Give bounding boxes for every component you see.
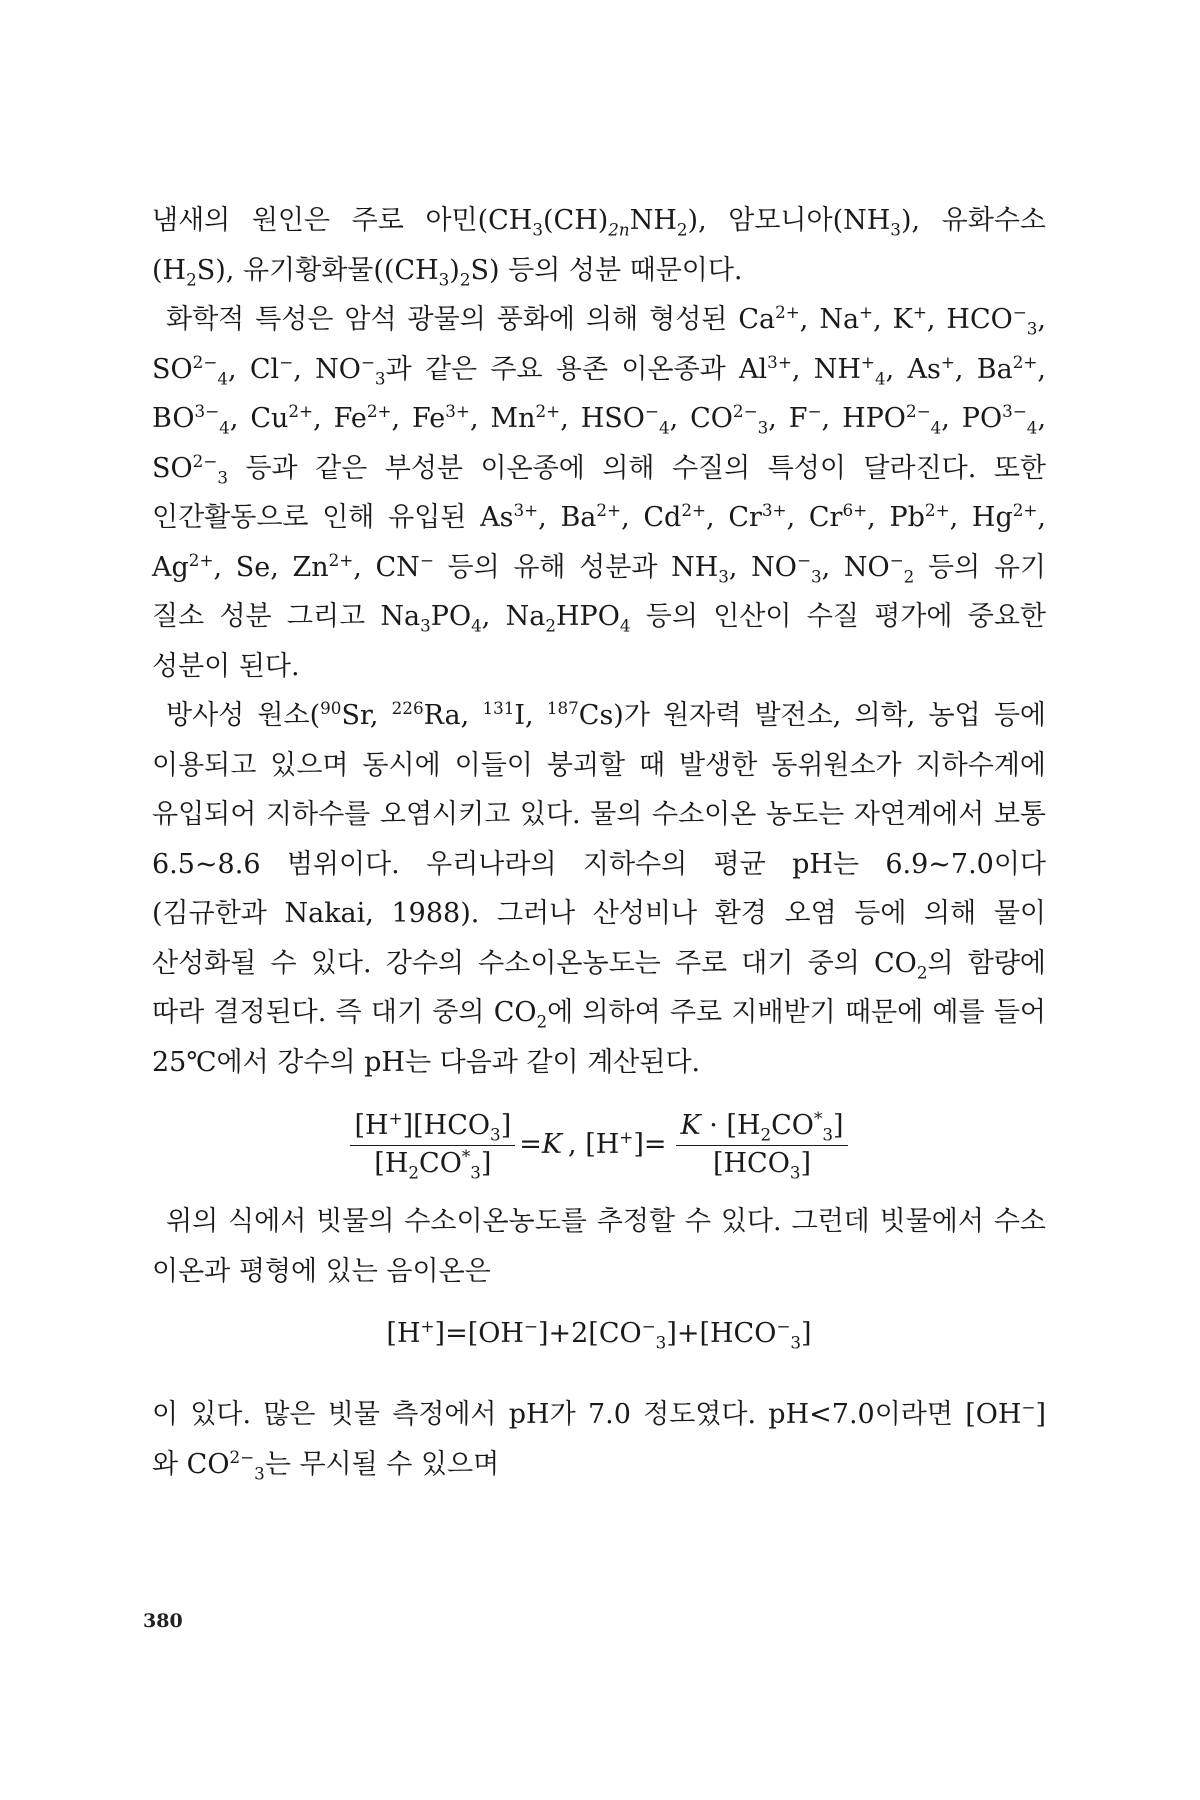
- superscript: 3−: [194, 401, 220, 421]
- paragraph-radioactive: [152, 691, 1046, 1087]
- subscript: 2n: [608, 219, 630, 240]
- text-run: 등과 같은 부성분 이온종에 의해 수질의 특성이 달라진다. 또한 인간활동으로 인해 유입된 As: [152, 452, 1046, 533]
- superscript: 2+: [366, 401, 392, 421]
- subscript: 3: [374, 367, 386, 388]
- superscript: 2−: [192, 351, 218, 372]
- text-run: ]+2[CO: [537, 1318, 642, 1349]
- text-run: Sr,: [341, 700, 392, 731]
- text-run: [H: [374, 1147, 409, 1179]
- text-run: [H: [354, 1110, 389, 1142]
- text-run: 이 있다. 많은 빗물 측정에서 pH가 7.0 정도였다. pH<7.0이라면 [OH: [152, 1399, 1022, 1431]
- text-run: I,: [514, 700, 547, 731]
- subscript: 3: [490, 1124, 501, 1145]
- subscript: 3: [655, 1332, 667, 1353]
- text-run: 방사성 원소(: [166, 700, 321, 731]
- subscript: 2: [536, 1011, 548, 1032]
- subscript: 4: [219, 417, 230, 438]
- text-run: [H: [386, 1318, 421, 1349]
- text-run: , As: [885, 353, 941, 385]
- superscript: 2+: [775, 302, 800, 322]
- text-run: , NO: [821, 551, 890, 583]
- paragraph-rainwater: 위의 식에서 빗물의 수소이온농도를 추정할 수 있다. 그런데 빗물에서 수소 이온과 평형에 있는 음이온은: [152, 1206, 1046, 1287]
- text-run: , SO: [152, 304, 1047, 385]
- superscript: +: [859, 302, 874, 322]
- text-run: , PO: [941, 403, 1003, 434]
- text-run: , Mn: [469, 403, 536, 434]
- superscript: +: [619, 1126, 634, 1147]
- superscript: 2+: [328, 549, 354, 570]
- text-run: ): [449, 254, 460, 286]
- text-run: 등의 유기 질소 성분 그리고 Na: [152, 551, 1046, 632]
- superscript: −: [807, 401, 822, 421]
- superscript: 2+: [924, 500, 950, 520]
- superscript: −: [279, 351, 294, 372]
- equals-sign: =: [519, 1128, 542, 1160]
- superscript: 3+: [761, 500, 787, 520]
- text-run: , Cr: [706, 502, 762, 533]
- subscript: 3: [217, 466, 228, 487]
- text-run: , Na: [481, 601, 546, 632]
- subscript: 4: [1026, 417, 1038, 438]
- subscript: 2: [408, 1161, 420, 1182]
- text-run: Ra,: [423, 700, 483, 731]
- superscript: −: [419, 549, 434, 570]
- text-run: ), 유화수소 (H: [152, 205, 1046, 286]
- subscript: 2: [760, 1124, 772, 1145]
- text-run: , HCO: [926, 304, 1013, 335]
- fraction-denominator: [709, 1146, 815, 1180]
- text-run: CO: [771, 1110, 814, 1142]
- text-run: HPO: [556, 601, 620, 632]
- fraction-numerator: [350, 1110, 515, 1145]
- superscript: *: [461, 1145, 471, 1166]
- text-run: , BO: [152, 353, 1047, 434]
- superscript: +: [388, 1108, 403, 1129]
- text-run: S) 등의 성분 때문이다.: [470, 254, 743, 286]
- superscript: −: [1021, 1397, 1036, 1418]
- text-run: , Fe: [313, 403, 367, 434]
- superscript: 3+: [767, 351, 792, 372]
- superscript: 2+: [596, 500, 622, 520]
- text-run: ]: [800, 1147, 812, 1179]
- subscript: 4: [619, 615, 631, 636]
- subscript: 3: [1026, 318, 1038, 339]
- text-run: , Pb: [867, 502, 925, 533]
- subscript: 2: [676, 219, 688, 240]
- paragraph-odor: [152, 196, 1046, 295]
- text-run: 등의 유해 성분과 NH: [433, 551, 719, 583]
- fraction-right: [676, 1110, 847, 1180]
- text-run: ]: [801, 1318, 812, 1349]
- superscript: 2+: [288, 401, 314, 421]
- text-run: , CN: [353, 551, 420, 583]
- text-run: CO: [419, 1147, 462, 1179]
- subscript: 4: [658, 417, 670, 438]
- text-run: 의 함량에 따라 결정된다. 즉 대기 중의 CO: [152, 947, 1046, 1028]
- subscript: 3: [254, 1463, 265, 1484]
- subscript: 4: [930, 417, 942, 438]
- page-number: 380: [143, 1610, 183, 1632]
- fraction-numerator: [676, 1110, 847, 1145]
- subscript: 3: [789, 1161, 801, 1182]
- superscript: −: [889, 549, 904, 570]
- subscript: 3: [757, 417, 769, 438]
- text-run: , HSO: [560, 403, 645, 434]
- text-run: NH: [629, 205, 677, 236]
- text-run: , Na: [799, 304, 860, 335]
- superscript: −: [360, 351, 375, 372]
- constant-k: K: [541, 1128, 563, 1160]
- superscript: 2+: [1012, 500, 1038, 520]
- text-run: ][HCO: [402, 1110, 491, 1142]
- superscript: 2−: [192, 450, 218, 471]
- superscript: −: [641, 1316, 656, 1336]
- text-run: ]: [480, 1147, 492, 1179]
- superscript: 2+: [1012, 351, 1038, 372]
- text-run: , HPO: [821, 403, 906, 434]
- superscript: 2−: [229, 1446, 255, 1467]
- text-run: , Cd: [621, 502, 682, 533]
- constant-k: K: [680, 1110, 701, 1142]
- superscript: −: [523, 1316, 538, 1336]
- superscript: 2−: [732, 401, 758, 421]
- text-run: , NH: [791, 353, 861, 385]
- text-run: 화학적 특성은 암석 광물의 풍화에 의해 형성된 Ca: [166, 304, 776, 335]
- text-run: 냄새의 원인은 주로 아민(CH: [152, 205, 533, 236]
- subscript: 2: [545, 615, 557, 636]
- superscript: +: [860, 351, 875, 372]
- superscript: 2+: [188, 549, 214, 570]
- subscript: 4: [471, 615, 482, 636]
- text-run: , NO: [728, 551, 797, 583]
- equilibrium-equation: [152, 1105, 1046, 1185]
- text-run: , Hg: [949, 502, 1013, 533]
- subscript: 3: [718, 565, 729, 586]
- superscript: 3+: [445, 401, 470, 421]
- text-run: , Ba: [954, 353, 1013, 385]
- text-run: , Ba: [538, 502, 597, 533]
- superscript: 3−: [1002, 401, 1027, 421]
- charge-balance-equation: [152, 1316, 1046, 1353]
- subscript: 3: [810, 565, 822, 586]
- subscript: 4: [874, 367, 886, 388]
- text-run: , CO: [669, 403, 733, 434]
- subscript: 2: [903, 565, 915, 586]
- superscript: 2−: [905, 401, 931, 421]
- text-run: , F: [768, 403, 808, 434]
- superscript: 187: [546, 698, 579, 718]
- text-run: , Fe: [391, 403, 446, 434]
- superscript: 3+: [513, 500, 539, 520]
- text-run: , Cr: [786, 502, 843, 533]
- subscript: 4: [217, 367, 228, 388]
- text-run: ] 와 CO: [152, 1399, 1046, 1480]
- subscript: 3: [532, 219, 543, 240]
- text-run: [HCO: [712, 1147, 790, 1179]
- text-run: S), 유기황화물((CH: [196, 254, 439, 286]
- superscript: +: [420, 1316, 435, 1336]
- text-run: , [H: [568, 1128, 620, 1160]
- paragraph-ph: [152, 1390, 1046, 1489]
- subscript: 2: [916, 961, 928, 982]
- text-run: , SO: [152, 403, 1047, 484]
- subscript: 2: [186, 268, 197, 289]
- subscript: 3: [822, 1124, 833, 1145]
- subscript: 2: [459, 268, 471, 289]
- text-run: PO: [430, 601, 472, 632]
- subscript: 3: [420, 615, 431, 636]
- superscript: −: [1012, 302, 1027, 322]
- text-run: 에 의하여 주로 지배받기 때문에 예를 들어 25℃에서 강수의 pH는 다음과 같이 계산된다.: [152, 997, 1046, 1078]
- fraction-denominator: [370, 1146, 495, 1180]
- text-run: ), 암모니아(NH: [687, 205, 891, 236]
- text-run: 는 무시될 수 있으며: [264, 1448, 500, 1480]
- text-run: , Se, Zn: [213, 551, 329, 583]
- body-text: [152, 196, 1046, 1489]
- superscript: −: [644, 401, 659, 421]
- paragraph-chemical: [152, 295, 1046, 691]
- subscript: 3: [470, 1161, 481, 1182]
- superscript: 2+: [681, 500, 707, 520]
- superscript: *: [813, 1108, 823, 1129]
- superscript: 6+: [842, 500, 868, 520]
- text-run: ]=[OH: [434, 1318, 524, 1349]
- text-run: ]=: [633, 1128, 667, 1160]
- superscript: 2+: [535, 401, 561, 421]
- text-run: , K: [873, 304, 913, 335]
- superscript: 226: [391, 698, 424, 718]
- equation-middle: [568, 1126, 667, 1161]
- text-run: , NO: [293, 353, 361, 385]
- subscript: 3: [438, 268, 450, 289]
- superscript: −: [776, 1316, 791, 1336]
- text-run: (CH): [543, 205, 609, 236]
- subscript: 3: [790, 1332, 802, 1353]
- subscript: 3: [890, 219, 901, 240]
- superscript: −: [796, 549, 811, 570]
- text-run: 등의 인산이 수질 평가에 중요한 성분이 된다.: [152, 601, 1046, 682]
- text-run: · [H: [700, 1110, 761, 1142]
- text-run: Cs)가 원자력 발전소, 의학, 농업 등에 이용되고 있으며 동시에 이들이 붕괴할 때 발생한 동위원소가 지하수계에 유입되어 지하수를 오염시키고 있다. 물의 수소이온 농도는 자연계에서 보통 6.5~8.6 범위이다. 우리나라의 지하수의 평균 pH는 6.9~7.0이다(김규한과 Nakai, 1988). 그러나 산성비나 환경 오염 등에 의해 물이 산성화될 수 있다. 강수의 수소이온농도는 주로 대기 중의 CO: [152, 700, 1046, 979]
- superscript: +: [912, 302, 927, 322]
- superscript: 90: [320, 698, 342, 718]
- text-run: ]: [500, 1110, 512, 1142]
- superscript: 131: [482, 698, 515, 718]
- text-run: ]: [832, 1110, 844, 1142]
- text-run: , Cl: [227, 353, 280, 385]
- text-run: , Cu: [229, 403, 289, 434]
- text-run: , Ag: [152, 502, 1047, 583]
- text-run: 과 같은 주요 용존 이온종과 Al: [385, 353, 768, 385]
- superscript: +: [940, 351, 955, 372]
- text-run: ]+[HCO: [666, 1318, 777, 1349]
- fraction-left: [350, 1110, 515, 1180]
